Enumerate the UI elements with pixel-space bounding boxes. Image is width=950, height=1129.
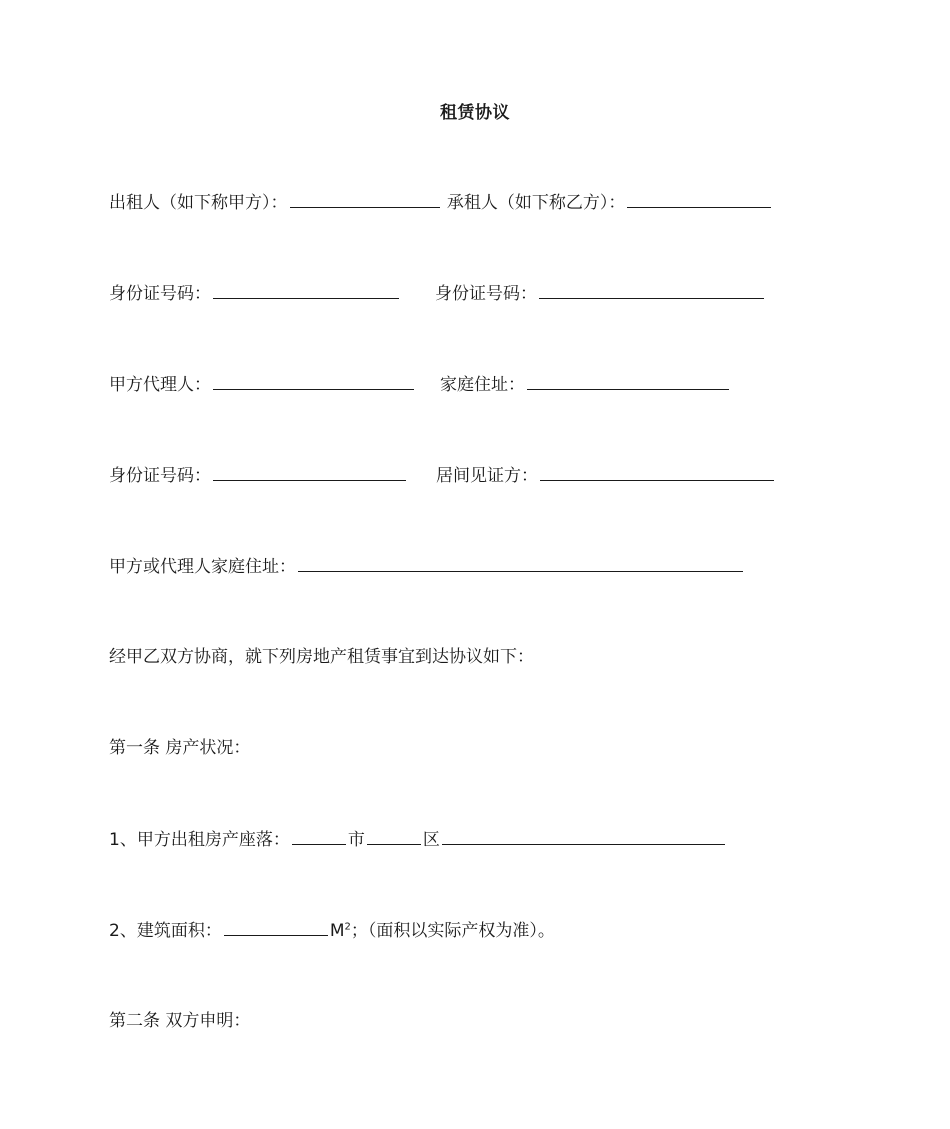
- area-note: ；（面积以实际产权为准）。: [350, 921, 555, 941]
- parties-row-1: [109, 191, 773, 214]
- district-label: 区: [422, 830, 440, 850]
- lessee-id-label: 身份证号码：: [435, 284, 537, 304]
- area-unit-superscript: 2: [344, 921, 351, 933]
- lessor-blank[interactable]: [290, 191, 440, 208]
- city-blank[interactable]: [292, 828, 346, 845]
- lessor-id-label: 身份证号码：: [109, 284, 211, 304]
- area-label: 2、建筑面积：: [109, 921, 222, 941]
- lessee-label: 承租人（如下称乙方）：: [446, 193, 626, 213]
- lessee-blank[interactable]: [627, 191, 771, 208]
- agent-id-blank[interactable]: [213, 464, 406, 481]
- article-2-heading: 第二条 双方申明：: [109, 1011, 251, 1031]
- agent-address-blank[interactable]: [298, 555, 743, 572]
- city-label: 市: [347, 830, 365, 850]
- parties-row-3: [109, 373, 731, 396]
- lessor-label: 出租人（如下称甲方）：: [109, 193, 288, 213]
- agent-id-label: 身份证号码：: [109, 466, 211, 486]
- area-blank[interactable]: [224, 919, 328, 936]
- home-address-blank[interactable]: [527, 373, 729, 390]
- location-label: 1、甲方出租房产座落：: [109, 830, 290, 850]
- lessee-id-blank[interactable]: [539, 282, 764, 299]
- lessor-id-blank[interactable]: [213, 282, 399, 299]
- agent-blank[interactable]: [213, 373, 414, 390]
- district-blank[interactable]: [367, 828, 421, 845]
- parties-row-4: [109, 464, 776, 487]
- article-1-item-2: [109, 919, 555, 942]
- parties-row-5: [109, 555, 745, 578]
- parties-row-2: [109, 282, 766, 305]
- home-address-label: 家庭住址：: [440, 375, 525, 395]
- intro-paragraph: 经甲乙双方协商，就下列房地产租赁事宜到达协议如下：: [109, 647, 534, 667]
- article-1-heading: 第一条 房产状况：: [109, 738, 251, 758]
- article-1-item-1: [109, 828, 727, 851]
- document-title: 租赁协议: [440, 103, 510, 123]
- witness-label: 居间见证方：: [436, 466, 538, 486]
- agent-address-label: 甲方或代理人家庭住址：: [109, 557, 296, 577]
- agent-label: 甲方代理人：: [109, 375, 211, 395]
- witness-blank[interactable]: [540, 464, 774, 481]
- area-unit: M: [329, 921, 345, 941]
- address-detail-blank[interactable]: [442, 828, 725, 845]
